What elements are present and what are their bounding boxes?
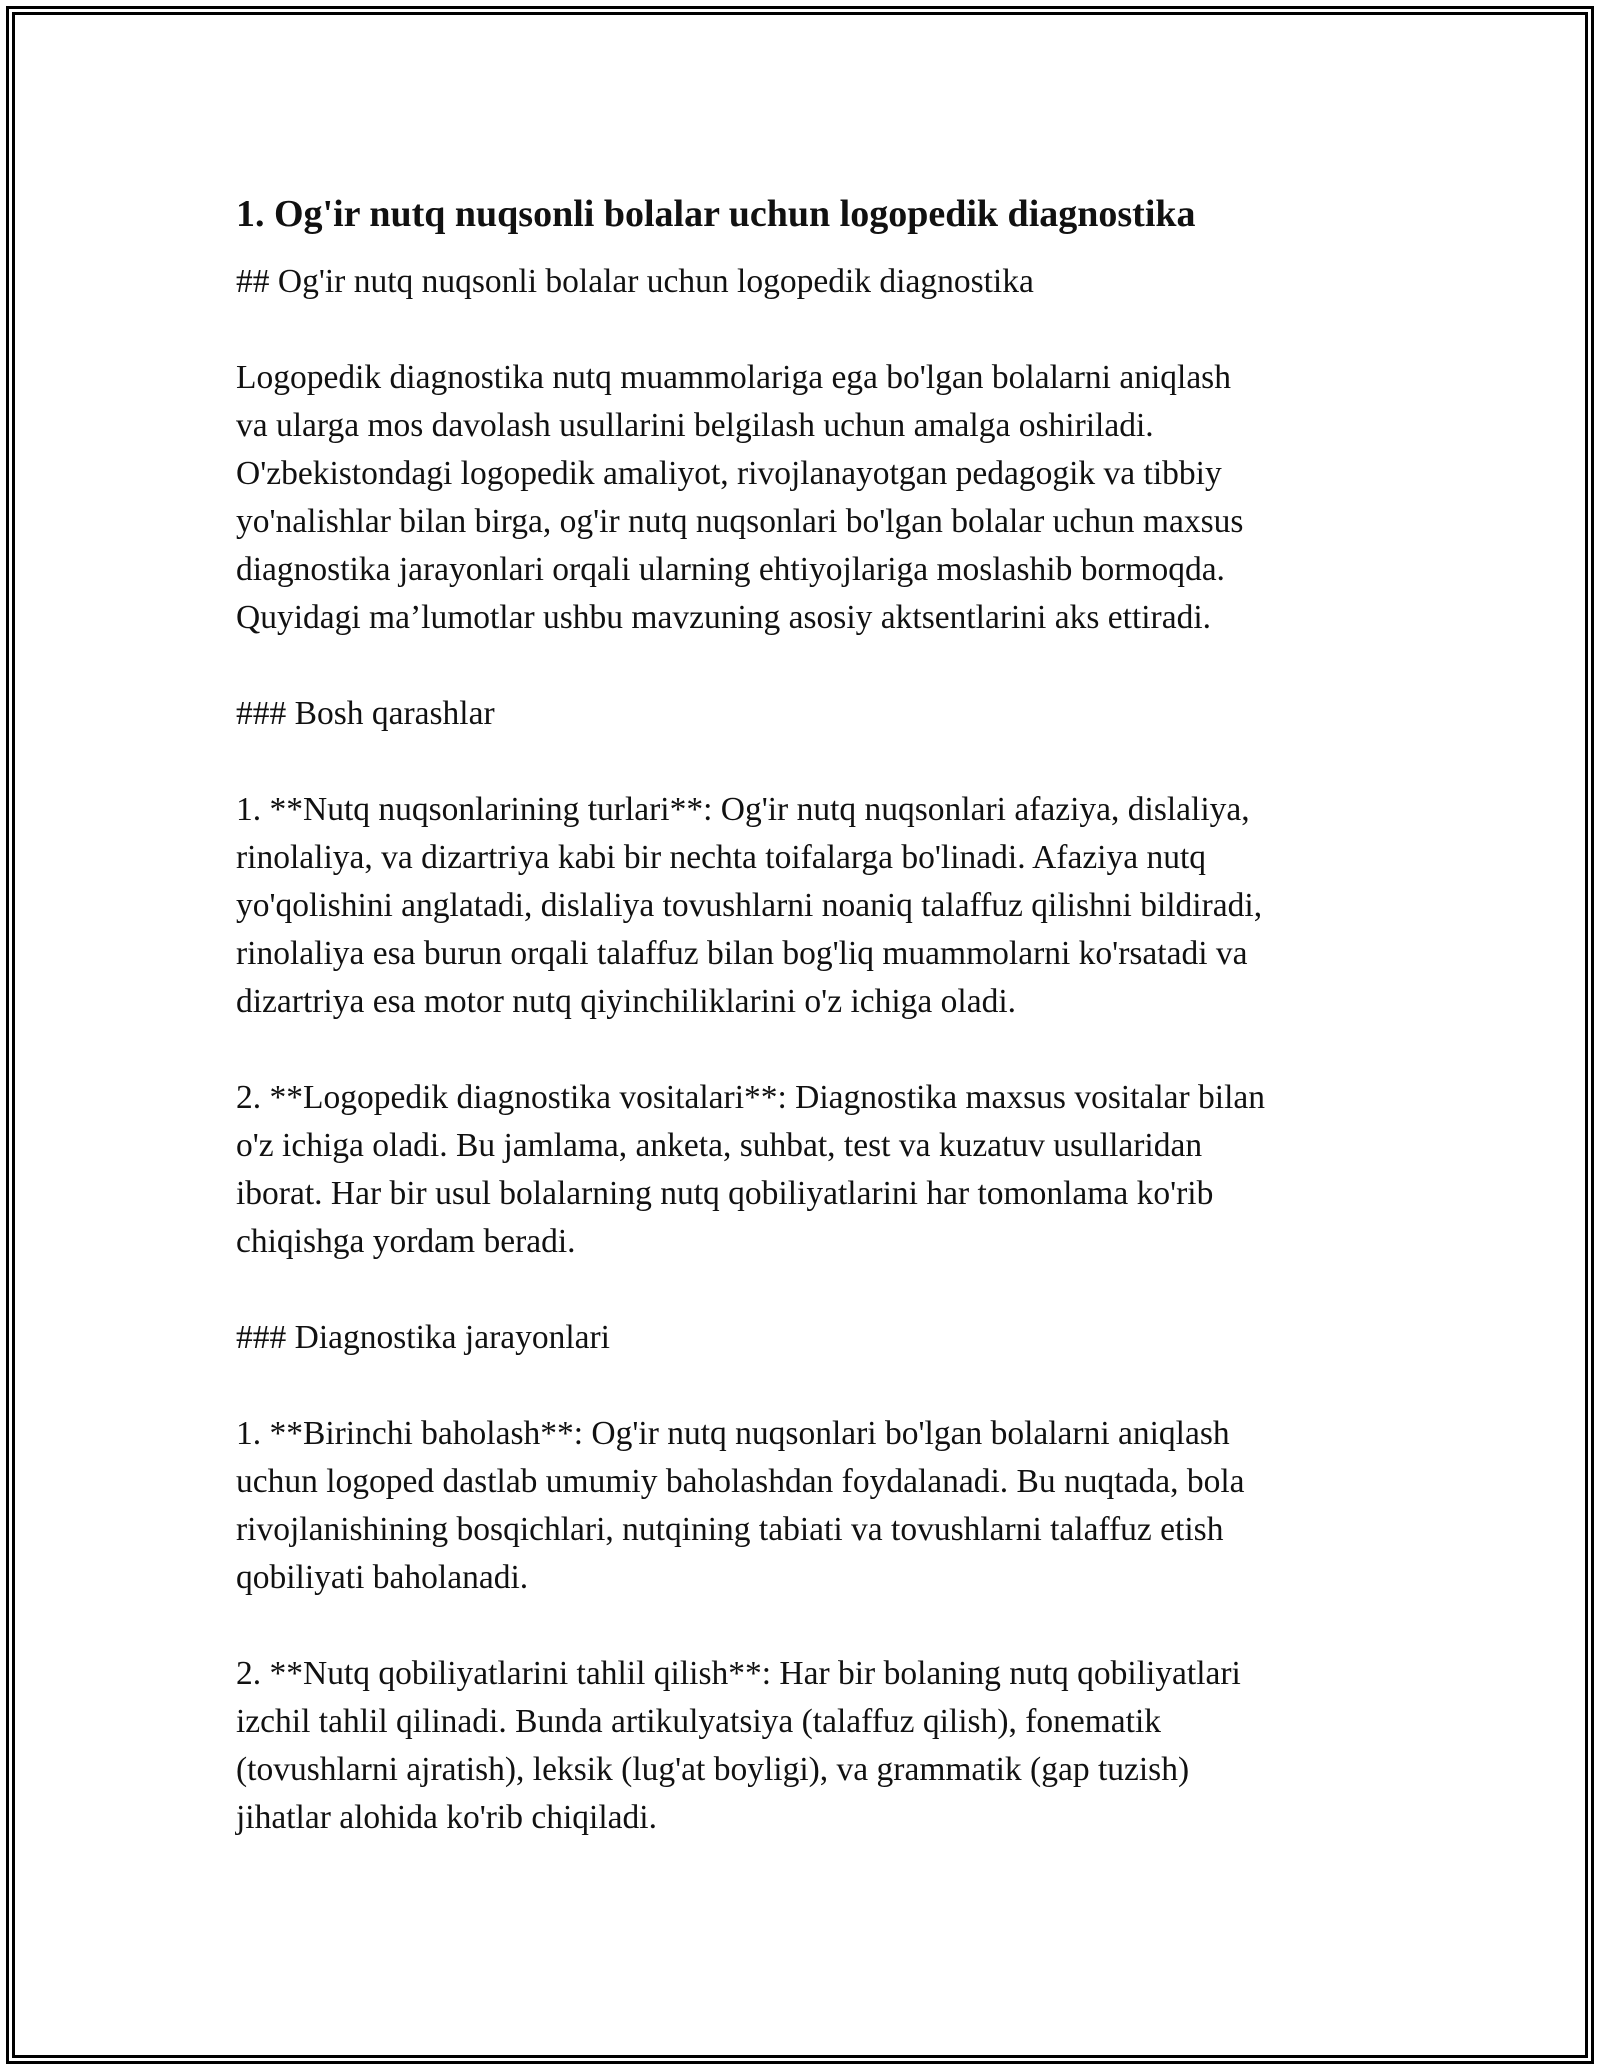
document-title: 1. Og'ir nutq nuqsonli bolalar uchun logopedik diagnostika: [236, 193, 1196, 235]
section-heading-bosh-qarashlar: ### Bosh qarashlar: [236, 695, 495, 732]
list-item-birinchi-baholash: 1. **Birinchi baholash**: Og'ir nutq nuqsonlari bo'lgan bolalarni aniqlash uchun logoped dastlab umumiy baholashdan foydalanadi. Bu nuqtada, bola rivojlanishining bosqichlari, nutqining tabiati va tovushlarni talaffuz etish qobiliyati baholanadi.: [236, 1415, 1245, 1596]
list-item-nutq-nuqsonlari: 1. **Nutq nuqsonlarining turlari**: Og'ir nutq nuqsonlari afaziya, dislaliya, rinolaliya, va dizartriya kabi bir nechta toifalarga bo'linadi. Afaziya nutq yo'qolishini anglatadi, dislaliya tovushlarni noaniq talaffuz qilishni bildiradi, rinolaliya esa burun orqali talaffuz bilan bog'liq muammolarni ko'rsatadi va dizartriya esa motor nutq qiyinchiliklarini o'z ichiga oladi.: [236, 791, 1263, 1020]
document-body: [236, 190, 1376, 1842]
list-item-tahlil-qilish: 2. **Nutq qobiliyatlarini tahlil qilish**: Har bir bolaning nutq qobiliyatlari izchil tahlil qilinadi. Bunda artikulyatsiya (talaffuz qilish), fonematik (tovushlarni ajratish), leksik (lug'at boyligi), va grammatik (gap tuzish) jihatlar alohida ko'rib chiqiladi.: [236, 1655, 1241, 1836]
intro-paragraph: Logopedik diagnostika nutq muammolariga ega bo'lgan bolalarni aniqlash va ularga mos davolash usullarini belgilash uchun amalga oshiriladi. O'zbekistondagi logopedik amaliyot, rivojlanayotgan pedagogik va tibbiy yo'nalishlar bilan birga, og'ir nutq nuqsonlari bo'lgan bolalar uchun maxsus diagnostika jarayonlari orqali ularning ehtiyojlariga moslashib bormoqda. Quyidagi ma’lumotlar ushbu mavzuning asosiy aktsentlarini aks ettiradi.: [236, 359, 1244, 636]
section-heading-diagnostika-jarayonlari: ### Diagnostika jarayonlari: [236, 1319, 610, 1356]
markdown-heading: ## Og'ir nutq nuqsonli bolalar uchun logopedik diagnostika: [236, 263, 1034, 300]
list-item-diagnostika-vositalari: 2. **Logopedik diagnostika vositalari**: Diagnostika maxsus vositalar bilan o'z ichiga oladi. Bu jamlama, anketa, suhbat, test va kuzatuv usullaridan iborat. Har bir usul bolalarning nutq qobiliyatlarini har tomonlama ko'rib chiqishga yordam beradi.: [236, 1079, 1266, 1260]
